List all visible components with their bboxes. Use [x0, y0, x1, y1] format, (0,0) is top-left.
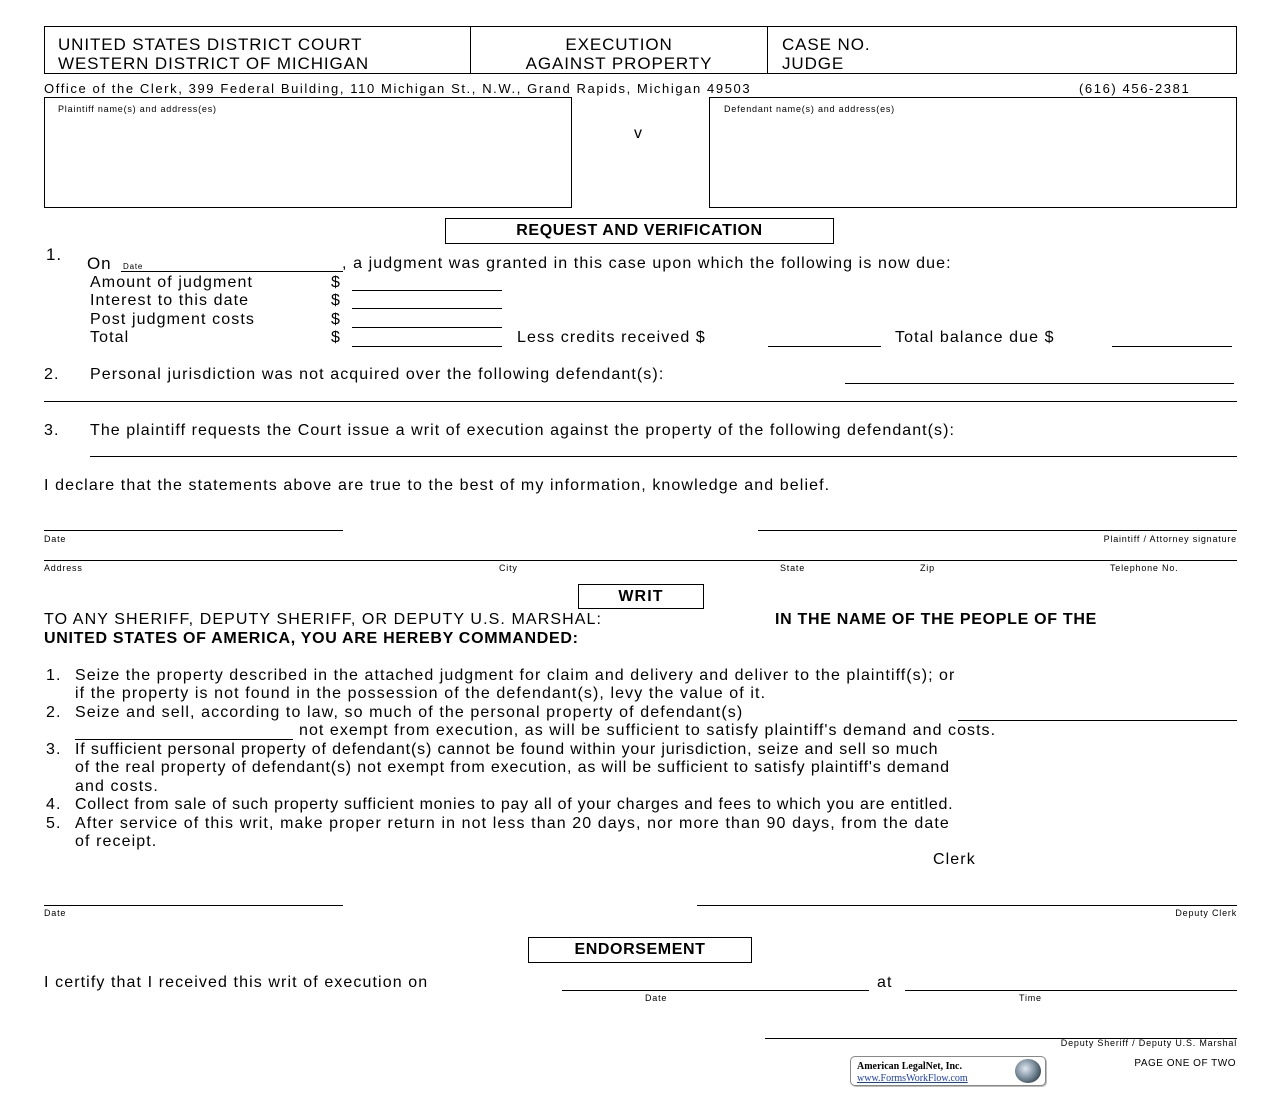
at-label: at: [877, 974, 893, 991]
item3-defendants-field[interactable]: [90, 456, 1237, 457]
total-field[interactable]: [352, 346, 502, 347]
interest-field[interactable]: [352, 308, 502, 309]
writ-defendants-field-continued[interactable]: [75, 739, 293, 740]
writ-item-number: 1.: [46, 667, 62, 684]
writ-item-line: Seize the property described in the attached judgment for claim and delivery and deliver to the plaintiff(s); or: [75, 667, 956, 684]
dollar-sign-total: $: [331, 329, 341, 346]
writ-item-number: 3.: [46, 741, 62, 758]
writ-address-line: TO ANY SHERIFF, DEPUTY SHERIFF, OR DEPUTY U.S. MARSHAL:: [44, 611, 603, 628]
interest-label: Interest to this date: [90, 292, 250, 309]
writ-item-line: if the property is not found in the possession of the defendant(s), levy the value of it.: [75, 685, 767, 702]
item1-number: 1.: [46, 245, 62, 264]
clerk-office-address: Office of the Clerk, 399 Federal Building, 110 Michigan St., N.W., Grand Rapids, Michigan 49503: [44, 81, 752, 96]
attorney-signature-label: Plaintiff / Attorney signature: [1103, 534, 1237, 544]
telephone-label: Telephone No.: [1110, 563, 1179, 573]
writ-item-line: Seize and sell, according to law, so much of the personal property of defendant(s): [75, 704, 744, 721]
received-date-field[interactable]: [562, 990, 869, 991]
item3-text: The plaintiff requests the Court issue a writ of execution against the property of the following defendant(s):: [90, 422, 955, 439]
judgment-date-caption: Date: [123, 262, 144, 271]
writ-item-line: Collect from sale of such property sufficient monies to pay all of your charges and fees to which you are entitled.: [75, 796, 954, 813]
court-name-line2: WESTERN DISTRICT OF MICHIGAN: [58, 54, 370, 73]
writ-item-line: and costs.: [75, 778, 159, 795]
post-judgment-costs-label: Post judgment costs: [90, 311, 255, 328]
form-title-line1: EXECUTION: [565, 35, 673, 54]
declaration-text: I declare that the statements above are true to the best of my information, knowledge and belief.: [44, 477, 831, 494]
writ-defendants-field[interactable]: [958, 720, 1237, 721]
received-time-field[interactable]: [905, 990, 1237, 991]
declaration-date-label: Date: [44, 534, 67, 544]
writ-date-label: Date: [44, 908, 67, 918]
deputy-clerk-label: Deputy Clerk: [1175, 908, 1237, 918]
court-name-line1: UNITED STATES DISTRICT COURT: [58, 35, 363, 54]
american-legalnet-logo: [850, 1056, 1046, 1086]
item2-defendants-field[interactable]: [845, 383, 1234, 384]
less-credits-label: Less credits received $: [517, 329, 706, 346]
dollar-sign-interest: $: [331, 292, 341, 309]
state-label: State: [780, 563, 806, 573]
writ-item-line: of receipt.: [75, 833, 158, 850]
writ-item-line: of the real property of defendant(s) not exempt from execution, as will be sufficient to satisfy plaintiff's demand: [75, 759, 950, 776]
endorsement-heading: ENDORSEMENT: [574, 941, 706, 958]
deputy-marshal-label: Deputy Sheriff / Deputy U.S. Marshal: [1060, 1038, 1237, 1048]
writ-item-line: not exempt from execution, as will be sufficient to satisfy plaintiff's demand and costs.: [299, 722, 997, 739]
form-title-line2: AGAINST PROPERTY: [525, 54, 713, 73]
dollar-sign-costs: $: [331, 311, 341, 328]
certify-text: I certify that I received this writ of execution on: [44, 974, 429, 991]
defendant-label: Defendant name(s) and address(es): [724, 104, 895, 114]
request-heading: REQUEST AND VERIFICATION: [516, 222, 763, 239]
less-credits-field[interactable]: [768, 346, 881, 347]
logo-company-name: American LegalNet, Inc.: [857, 1061, 962, 1072]
judge-label: JUDGE: [782, 54, 845, 73]
received-date-caption: Date: [645, 993, 668, 1003]
item2-text: Personal jurisdiction was not acquired over the following defendant(s):: [90, 366, 665, 383]
deputy-clerk-signature-line[interactable]: [697, 905, 1237, 906]
writ-item-number: 2.: [46, 704, 62, 721]
writ-item-line: After service of this writ, make proper return in not less than 20 days, nor more than 90 days, from the date: [75, 815, 950, 832]
on-label: On: [87, 254, 112, 273]
declaration-date-line[interactable]: [44, 530, 343, 531]
city-label: City: [499, 563, 518, 573]
item2-continuation-line[interactable]: [44, 401, 1237, 402]
dollar-sign-amount: $: [331, 274, 341, 291]
item3-number: 3.: [44, 422, 60, 439]
page-label: PAGE ONE OF TWO: [1134, 1058, 1236, 1069]
court-name-cell: [44, 26, 470, 74]
form-title-cell: [471, 26, 767, 74]
total-balance-label: Total balance due $: [895, 329, 1055, 346]
case-no-label: CASE NO.: [782, 35, 871, 54]
writ-heading: WRIT: [618, 588, 664, 605]
case-info-cell: [768, 26, 1237, 74]
total-label: Total: [90, 329, 130, 346]
writ-date-line[interactable]: [44, 905, 343, 906]
amount-of-judgment-field[interactable]: [352, 290, 502, 291]
item2-number: 2.: [44, 366, 60, 383]
zip-label: Zip: [920, 563, 935, 573]
versus-label: v: [634, 125, 642, 142]
writ-command-part2: UNITED STATES OF AMERICA, YOU ARE HEREBY COMMANDED:: [44, 630, 579, 647]
clerk-label: Clerk: [933, 851, 976, 868]
writ-command-part1: IN THE NAME OF THE PEOPLE OF THE: [775, 611, 1097, 628]
amount-of-judgment-label: Amount of judgment: [90, 274, 253, 291]
post-judgment-costs-field[interactable]: [352, 327, 502, 328]
writ-item-number: 4.: [46, 796, 62, 813]
writ-item-line: If sufficient personal property of defendant(s) cannot be found within your jurisdiction, seize and sell so much: [75, 741, 939, 758]
logo-website-link[interactable]: www.FormsWorkFlow.com: [857, 1073, 968, 1084]
globe-icon: [1015, 1059, 1041, 1083]
address-label: Address: [44, 563, 83, 573]
judgment-date-line[interactable]: [121, 271, 343, 272]
received-time-caption: Time: [1019, 993, 1042, 1003]
total-balance-field[interactable]: [1112, 346, 1232, 347]
attorney-signature-line[interactable]: [758, 530, 1237, 531]
plaintiff-label: Plaintiff name(s) and address(es): [58, 104, 217, 114]
clerk-office-phone: (616) 456-2381: [1079, 81, 1191, 96]
writ-item-number: 5.: [46, 815, 62, 832]
address-line[interactable]: [44, 560, 1237, 561]
judgment-granted-text: , a judgment was granted in this case upon which the following is now due:: [342, 255, 952, 272]
